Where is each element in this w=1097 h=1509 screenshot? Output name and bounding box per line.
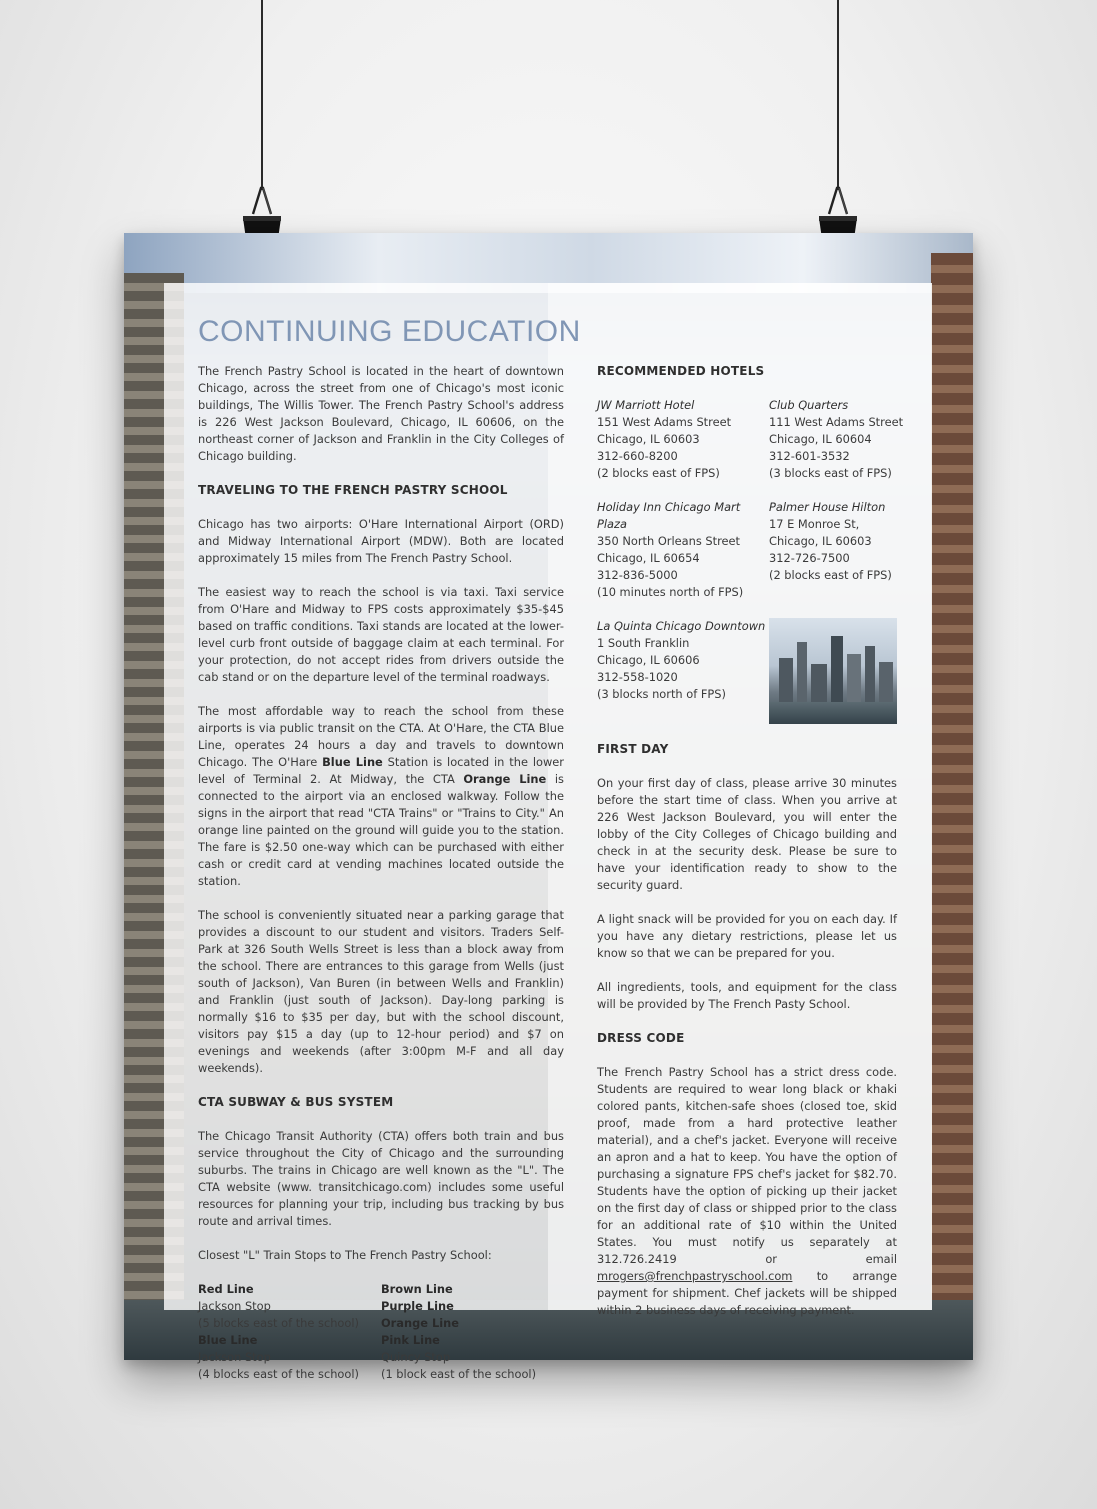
hotel-line: Chicago, IL 60603 bbox=[597, 432, 700, 446]
hotel-jw-marriott bbox=[597, 397, 769, 482]
stop-blue-line: Blue Line bbox=[198, 1333, 258, 1347]
poster bbox=[124, 233, 973, 1381]
page-title: CONTINUING EDUCATION bbox=[198, 315, 581, 348]
cta-heading: CTA SUBWAY & BUS SYSTEM bbox=[198, 1095, 394, 1109]
hotel-line: 312-726-7500 bbox=[769, 551, 850, 565]
first-day-heading: FIRST DAY bbox=[597, 742, 669, 756]
stop-detail: Jackson Stop bbox=[198, 1350, 271, 1364]
blue-line-label: Blue Line bbox=[322, 755, 383, 769]
hotel-line: Chicago, IL 60603 bbox=[769, 534, 872, 548]
train-stops bbox=[198, 1281, 564, 1383]
hotel-line: Chicago, IL 60606 bbox=[597, 653, 700, 667]
hotel-line: (10 minutes north of FPS) bbox=[597, 585, 744, 599]
hanging-wire-right bbox=[837, 0, 839, 190]
hotel-line: Chicago, IL 60604 bbox=[769, 432, 872, 446]
poster-content bbox=[124, 233, 973, 1381]
hotel-line: 312-836-5000 bbox=[597, 568, 678, 582]
intro-paragraph: The French Pastry School is located in the heart of downtown Chicago, across the street from one of Chicago's most iconic buildings, The Willis Tower. The French Pastry School's address is 226 West Jackson Boulevard, Chicago, IL 60606, on the northeast corner of Jackson and Franklin in the City Colleges of Chicago building. bbox=[198, 364, 564, 463]
hotel-line: 1 South Franklin bbox=[597, 636, 690, 650]
hotel-name: JW Marriott Hotel bbox=[597, 398, 695, 412]
contact-email-link[interactable]: mrogers@frenchpastryschool.com bbox=[597, 1269, 793, 1283]
stops-intro: Closest "L" Train Stops to The French Pastry School: bbox=[198, 1248, 492, 1262]
stop-line bbox=[381, 1332, 564, 1349]
hotel-line: 312-601-3532 bbox=[769, 449, 850, 463]
dress-code-paragraph bbox=[597, 1064, 897, 1319]
hotel-list bbox=[597, 397, 904, 724]
stop-detail: (4 blocks east of the school) bbox=[198, 1367, 359, 1381]
first-day-paragraph-2: A light snack will be provided for you on each day. If you have any dietary restrictions, please let us know so that we can be prepared for you. bbox=[597, 912, 897, 960]
hotel-club-quarters bbox=[769, 397, 904, 482]
stop-line bbox=[381, 1315, 564, 1332]
hotel-line: 111 West Adams Street bbox=[769, 415, 904, 429]
stop-line bbox=[198, 1332, 381, 1349]
train-stops-column-2 bbox=[381, 1281, 564, 1383]
hotel-line: Chicago, IL 60654 bbox=[597, 551, 700, 565]
stop-detail: (1 block east of the school) bbox=[381, 1367, 537, 1381]
hotel-name: La Quinta Chicago Downtown bbox=[597, 619, 766, 633]
cta-paragraph: The Chicago Transit Authority (CTA) offers both train and bus service throughout the City of Chicago and the surrounding suburbs. The trains in Chicago are well known as the "L". The CTA website (www. transitchicago.com) includes some useful resources for planning your trip, including bus tracking by bus route and arrival times. bbox=[198, 1129, 564, 1228]
transit-text-1: The most affordable way to reach the school from these airports is via public transit on the CTA. At O'Hare, the CTA Blue Line, operates 24 hours a day and travels to downtown Chicago. The O'Hare bbox=[198, 704, 564, 769]
chicago-skyline-photo bbox=[769, 618, 897, 724]
transit-text-3: is connected to the airport via an enclosed walkway. Follow the signs in the airport that read "CTA Trains" or "Trains to City." An orange line painted on the ground will guide you to the station. The fare is $2.50 one-way which can be purchased with either cash or credit card at vending machines located outside the station. bbox=[198, 772, 564, 888]
hotel-line: 312-660-8200 bbox=[597, 449, 678, 463]
hotel-holiday-inn bbox=[597, 499, 769, 601]
stop-detail: (5 blocks east of the school) bbox=[198, 1316, 359, 1330]
orange-line-label: Orange Line bbox=[463, 772, 547, 786]
traveling-heading: TRAVELING TO THE FRENCH PASTRY SCHOOL bbox=[198, 483, 508, 497]
stop-brown-line: Brown Line bbox=[381, 1282, 453, 1296]
stop-orange-line: Orange Line bbox=[381, 1316, 459, 1330]
stop-red-line: Red Line bbox=[198, 1282, 254, 1296]
hotel-line: (3 blocks north of FPS) bbox=[597, 687, 726, 701]
hotel-name: Club Quarters bbox=[769, 398, 849, 412]
right-column bbox=[597, 363, 904, 1336]
hotel-line: 312-558-1020 bbox=[597, 670, 678, 684]
hotel-line: 350 North Orleans Street bbox=[597, 534, 741, 548]
first-day-paragraph-1: On your first day of class, please arrive 30 minutes before the start time of class. When you arrive at 226 West Jackson Boulevard, you will enter the lobby of the City Colleges of Chicago building and check in at the security desk. Please be sure to have your identification ready to show to the security guard. bbox=[597, 776, 897, 892]
hotel-name: Palmer House Hilton bbox=[769, 500, 886, 514]
hotel-line: (2 blocks east of FPS) bbox=[597, 466, 720, 480]
hotel-line: 151 West Adams Street bbox=[597, 415, 732, 429]
stop-purple-line: Purple Line bbox=[381, 1299, 454, 1313]
parking-paragraph: The school is conveniently situated near a parking garage that provides a discount to our student and visitors. Traders Self-Park at 326 South Wells Street is less than a block away from the school. There are entrances to this garage from Wells (just south of Jackson), Van Buren (in between Wells and Franklin) and Franklin (just south of Jackson). Day-long parking is normally $16 to $35 per day, but with the school discount, visitors pay $15 a day (up to 12-hour period) and $7 on evenings and weekends (after 3:00pm M-F and all day weekends). bbox=[198, 908, 564, 1075]
hotel-la-quinta bbox=[597, 618, 769, 724]
stop-pink-line: Pink Line bbox=[381, 1333, 440, 1347]
train-stops-column-1 bbox=[198, 1281, 381, 1383]
hanging-wire-left bbox=[261, 0, 263, 190]
left-column bbox=[198, 363, 564, 1383]
transit-text-2: Station is located in the lower level of Terminal 2. At Midway, the CTA bbox=[198, 755, 564, 786]
hotels-heading: RECOMMENDED HOTELS bbox=[597, 364, 765, 378]
hotel-line: (2 blocks east of FPS) bbox=[769, 568, 892, 582]
hotel-line: 17 E Monroe St, bbox=[769, 517, 860, 531]
hotel-name: Holiday Inn Chicago Mart Plaza bbox=[597, 500, 741, 531]
transit-paragraph bbox=[198, 703, 564, 890]
stop-detail: Quincy Stop bbox=[381, 1350, 451, 1364]
stop-line bbox=[381, 1281, 564, 1298]
stop-line bbox=[198, 1281, 381, 1298]
stop-line bbox=[381, 1298, 564, 1315]
first-day-paragraph-3: All ingredients, tools, and equipment for the class will be provided by The French Pasty School. bbox=[597, 980, 897, 1011]
hotel-line: (3 blocks east of FPS) bbox=[769, 466, 892, 480]
dress-code-text-1: The French Pastry School has a strict dress code. Students are required to wear long black or khaki colored pants, kitchen-safe shoes (closed toe, skid proof, made from a hard protective leather material), and a chef's jacket. Everyone will receive an apron and a hat to keep. You have the option of purchasing a signature FPS chef's jacket for $82.70. Students have the option of picking up their jacket on the first day of class or shipped prior to the class for an additional rate of $10 within the United States. You must notify us separately at 312.726.2419 or email bbox=[597, 1065, 897, 1266]
stop-detail: Jackson Stop bbox=[198, 1299, 271, 1313]
dress-code-text-2: to arrange payment for shipment. Chef jackets will be shipped within 2 business days of receiving payment. bbox=[597, 1269, 897, 1317]
dress-code-heading: DRESS CODE bbox=[597, 1031, 685, 1045]
airports-paragraph: Chicago has two airports: O'Hare International Airport (ORD) and Midway International Airport (MDW). Both are located approximately 15 miles from The French Pastry School. bbox=[198, 517, 564, 565]
taxi-paragraph: The easiest way to reach the school is via taxi. Taxi service from O'Hare and Midway to FPS costs approximately $35-$45 based on traffic conditions. Taxi stands are located at the lower-level curb front outside of baggage claim at each terminal. For your protection, do not accept rides from drivers outside the cab stand or on the departure level of the terminal roadways. bbox=[198, 585, 564, 684]
hotel-palmer-house bbox=[769, 499, 897, 601]
